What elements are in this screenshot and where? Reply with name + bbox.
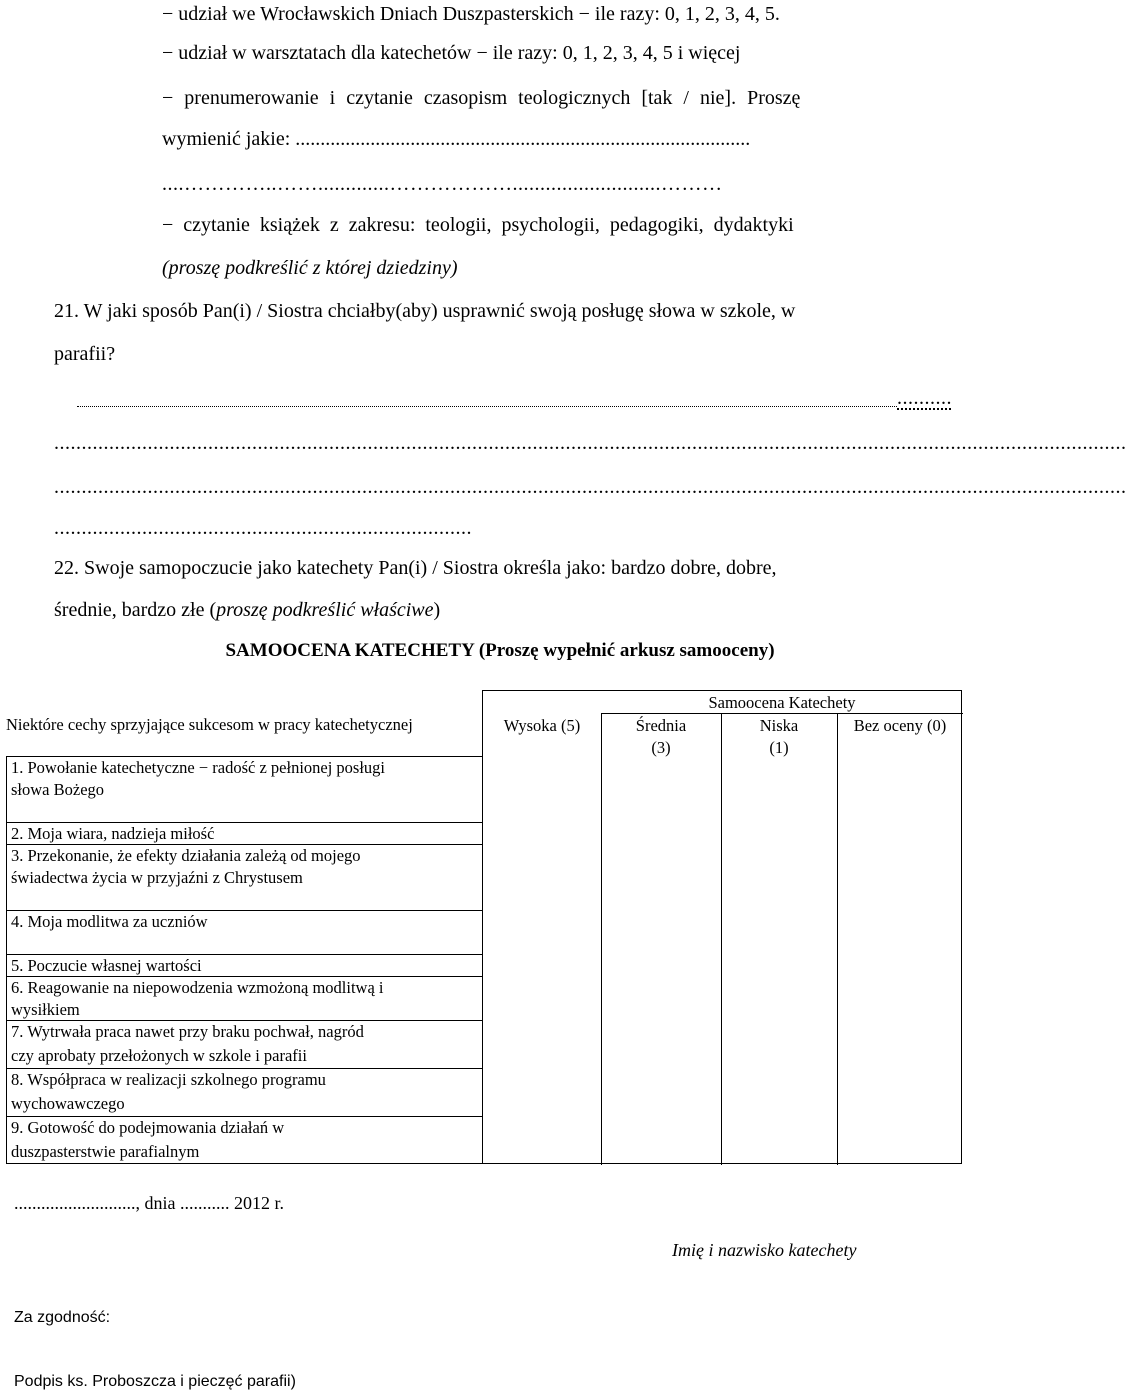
col-header-medium-label: Średnia (3) (635, 716, 687, 757)
col-header-low-label: Niska (1) (759, 716, 799, 757)
row-4-line1: 4. Moja modlitwa za uczniów (11, 912, 208, 931)
item-journals-line2: wymienić jakie: ........................................................................................... (162, 128, 751, 150)
table-row (6, 1020, 482, 1068)
q21-answer-dots1: .......... (897, 387, 952, 409)
item-workshops: − udział w warsztatach dla katechetów − ile razy: 0, 1, 2, 3, 4, 5 i więcej (162, 42, 741, 64)
q21-line1: 21. W jaki sposób Pan(i) / Siostra chciałby(aby) usprawnić swoją posługę słowa w szkole, w (54, 300, 796, 322)
rating-header-rule (601, 713, 963, 714)
item-journals-line1: − prenumerowanie i czytanie czasopism teologicznych [tak / nie]. Proszę (162, 87, 801, 109)
row-6-line1: 6. Reagowanie na niepowodzenia wzmożoną modlitwą i (11, 978, 384, 997)
row-1-line2: słowa Bożego (11, 780, 105, 799)
q21-answer-line3[interactable]: ................................................................................................................................................................................................... (54, 476, 1127, 498)
q22-instruction: proszę podkreślić właściwe (216, 599, 434, 621)
row-2-line1: 2. Moja wiara, nadzieja miłość (11, 824, 215, 843)
col-header-none: Bez oceny (0) (853, 716, 947, 735)
col-divider-1 (601, 713, 602, 1165)
item-wroclaw-days: − udział we Wrocławskich Dniach Duszpasterskich − ile razy: 0, 1, 2, 3, 4, 5. (162, 3, 780, 25)
row-7-line2: czy aprobaty przełożonych w szkole i parafii (11, 1046, 307, 1065)
q22-line2 (54, 598, 440, 622)
item-books-line1: − czytanie książek z zakresu: teologii, psychologii, pedagogiki, dydaktyki (162, 214, 794, 236)
signature-label: Imię i nazwisko katechety (672, 1240, 857, 1260)
row-9-line1: 9. Gotowość do podejmowania działań w (11, 1118, 285, 1137)
row-8-line1: 8. Współpraca w realizacji szkolnego programu (11, 1070, 326, 1089)
section-title: SAMOOCENA KATECHETY (Proszę wypełnić arkusz samooceny) (225, 640, 775, 661)
q21-answer-line1[interactable] (54, 386, 952, 410)
q21-answer-dotted-rule (77, 392, 897, 407)
q22-text: średnie, bardzo złe ( (54, 599, 217, 621)
pastor-signature-label: Podpis ks. Proboszcza i pieczęć parafii) (14, 1373, 296, 1390)
table-row (6, 822, 482, 844)
criteria-header: Niektóre cechy sprzyjające sukcesom w pracy katechetycznej (6, 715, 413, 734)
table-row (6, 976, 482, 1020)
col-header-low (721, 715, 837, 759)
q21-answer-line4[interactable]: ............................................................................ (54, 517, 472, 539)
table-row (6, 910, 482, 954)
self-assessment-table (6, 690, 956, 1164)
row-9-line2: duszpasterstwie parafialnym (11, 1142, 200, 1161)
row-3-line1: 3. Przekonanie, że efekty działania zależą od mojego (11, 846, 361, 865)
q21-answer-line2[interactable]: ................................................................................................................................................................................................... (54, 432, 1127, 454)
table-row (6, 756, 482, 822)
col-divider-3 (837, 713, 838, 1165)
date-line[interactable]: ..........................., dnia ........... 2012 r. (14, 1193, 284, 1213)
row-1-line1: 1. Powołanie katechetyczne − radość z pełnionej posługi (11, 758, 386, 777)
col-header-medium (601, 715, 721, 759)
col-divider-2 (721, 713, 722, 1165)
table-row (6, 844, 482, 910)
row-3-line2: świadectwa życia w przyjaźni z Chrystusem (11, 868, 303, 887)
rating-columns (482, 690, 962, 1164)
q21-line2: parafii? (54, 343, 116, 365)
row-6-line2: wysiłkiem (11, 1000, 80, 1019)
col-header-high: Wysoka (5) (503, 716, 581, 735)
table-row (6, 1116, 482, 1164)
row-8-line2: wychowawczego (11, 1094, 125, 1113)
q22-line1: 22. Swoje samopoczucie jako katechety Pan(i) / Siostra określa jako: bardzo dobre, dobre, (54, 557, 777, 579)
approval-label: Za zgodność: (14, 1309, 111, 1326)
table-row (6, 954, 482, 976)
table-row (6, 1068, 482, 1116)
table-header-row (6, 690, 482, 756)
row-7-line1: 7. Wytrwała praca nawet przy braku pochwał, nagród (11, 1022, 364, 1041)
item-books-line2: (proszę podkreślić z której dziedziny) (162, 257, 458, 279)
journals-answer-dots[interactable]: ....…………..…….............………………...........................……… (162, 173, 723, 195)
rating-group-header: Samoocena Katechety (708, 693, 856, 712)
row-5-line1: 5. Poczucie własnej wartości (11, 956, 202, 975)
q22-paren: ) (433, 599, 441, 621)
